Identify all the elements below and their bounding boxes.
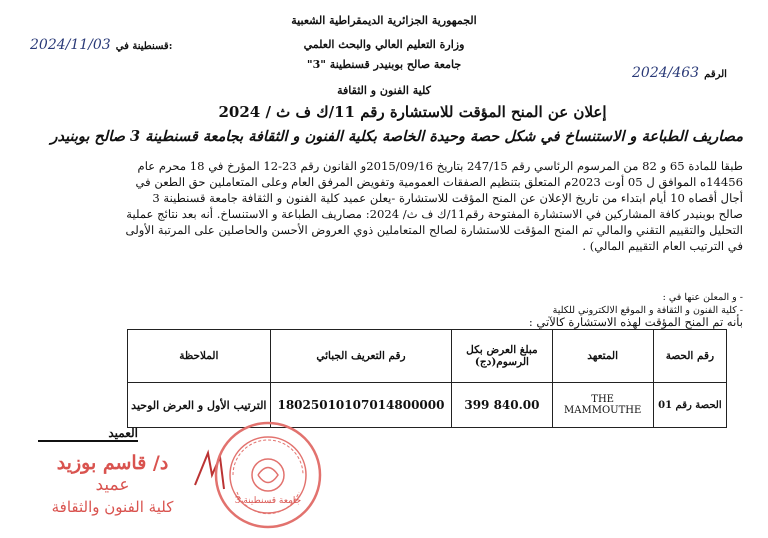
body-line: صالح بوبنيدر كافة المشاركين في الاستشارة المفتوحة رقم11/ك ف ث/ 2024: مصاريف الطباعة و الاستنساخ. أنه بعد نتائج عملية — [126, 207, 743, 221]
ministry-header: وزارة التعليم العالي والبحث العلمي — [303, 38, 465, 51]
republic-header: الجمهورية الجزائرية الديمقراطية الشعبية — [291, 14, 477, 27]
body-paragraph — [40, 158, 743, 254]
header-amount: مبلغ العرض بكل الرسوم(دج) — [452, 330, 552, 383]
body-line: في الترتيب العام التقييم المالي) . — [582, 239, 743, 253]
reference-value: 2024/463 — [632, 65, 700, 81]
official-stamp — [213, 420, 323, 530]
cell-lot: الحصة رقم 01 — [653, 383, 726, 428]
award-intro: بأنه تم المنح المؤقت لهذه الاستشارة كالآتي : — [528, 315, 743, 329]
body-line: طبقا للمادة 65 و 82 من المرسوم الرئاسي رقم 247/15 بتاريخ 2015/09/16و القانون رقم 23-12 المؤرخ في 18 محرم عام — [137, 159, 743, 173]
faculty-header: كلية الفنون و الثقافة — [337, 84, 431, 97]
signature-block — [20, 452, 205, 518]
reference-number — [632, 62, 727, 81]
advertised-in-note: - و المعلن عنها في : — [662, 292, 743, 303]
award-table — [127, 329, 727, 428]
announcement-subject: مصاريف الطباعة و الاستنساخ في شكل حصة وحيدة الخاصة بكلية الفنون و الثقافة بجامعة قسنطينة 3 صالح بوبنيدر — [50, 128, 743, 145]
cell-tax-id: 18025010107014800000 — [270, 383, 452, 428]
announcement-title: إعلان عن المنح المؤقت للاستشارة رقم 11/ك ف ث / 2024 — [218, 103, 607, 121]
signature-name: د/ قاسم بوزيد — [56, 452, 169, 474]
body-line: 14456ه الموافق ل 05 أوت 2023م المتعلق بتنظيم الصفقات العمومية وتفويض المرفق العام وعلى المتعاملين حق الطعن في — [135, 175, 743, 189]
signature-faculty: كلية الفنون والثقافة — [51, 498, 174, 516]
university-header: جامعة صالح بوبنيدر قسنطينة "3" — [306, 58, 462, 71]
header-remark: الملاحظة — [128, 330, 271, 383]
city-date-label: قسنطينة في: — [115, 41, 173, 52]
cell-amount: 399 840.00 — [452, 383, 552, 428]
header-lot: رقم الحصة — [653, 330, 726, 383]
dean-label: العميد — [38, 426, 138, 442]
signature-title: عميد — [95, 475, 130, 495]
header-tax-id: رقم التعريف الجبائي — [270, 330, 452, 383]
cell-remark: الترتيب الأول و العرض الوحيد — [128, 383, 271, 428]
cell-bidder: THE MAMMOUTHE — [552, 383, 653, 428]
reference-label: الرقم — [704, 69, 727, 80]
body-line: أجال أقصاه 10 أيام ابتداء من تاريخ الإعلان عن المنح المؤقت للاستشارة -يعلن عميد كلية الفنون و الثقافة جامعة قسنطينة 3 — [152, 191, 743, 205]
table-header-row — [128, 330, 727, 383]
city-date — [30, 34, 172, 53]
stamp-caption: جامعة قسنطينة 3 — [234, 496, 302, 506]
header-bidder: المتعهد — [552, 330, 653, 383]
body-line: التحليل والتقييم التقني والمالي تم المنح المؤقت للاستشارة لصالح المتعاملين ذوي العروض الأحسن والحاصلين على المرتبة الأولى — [125, 223, 743, 237]
handwritten-date: 2024/11/03 — [30, 37, 111, 53]
channels-note: - كلية الفنون و الثقافة و الموقع الالكتروني للكلية — [552, 305, 743, 316]
